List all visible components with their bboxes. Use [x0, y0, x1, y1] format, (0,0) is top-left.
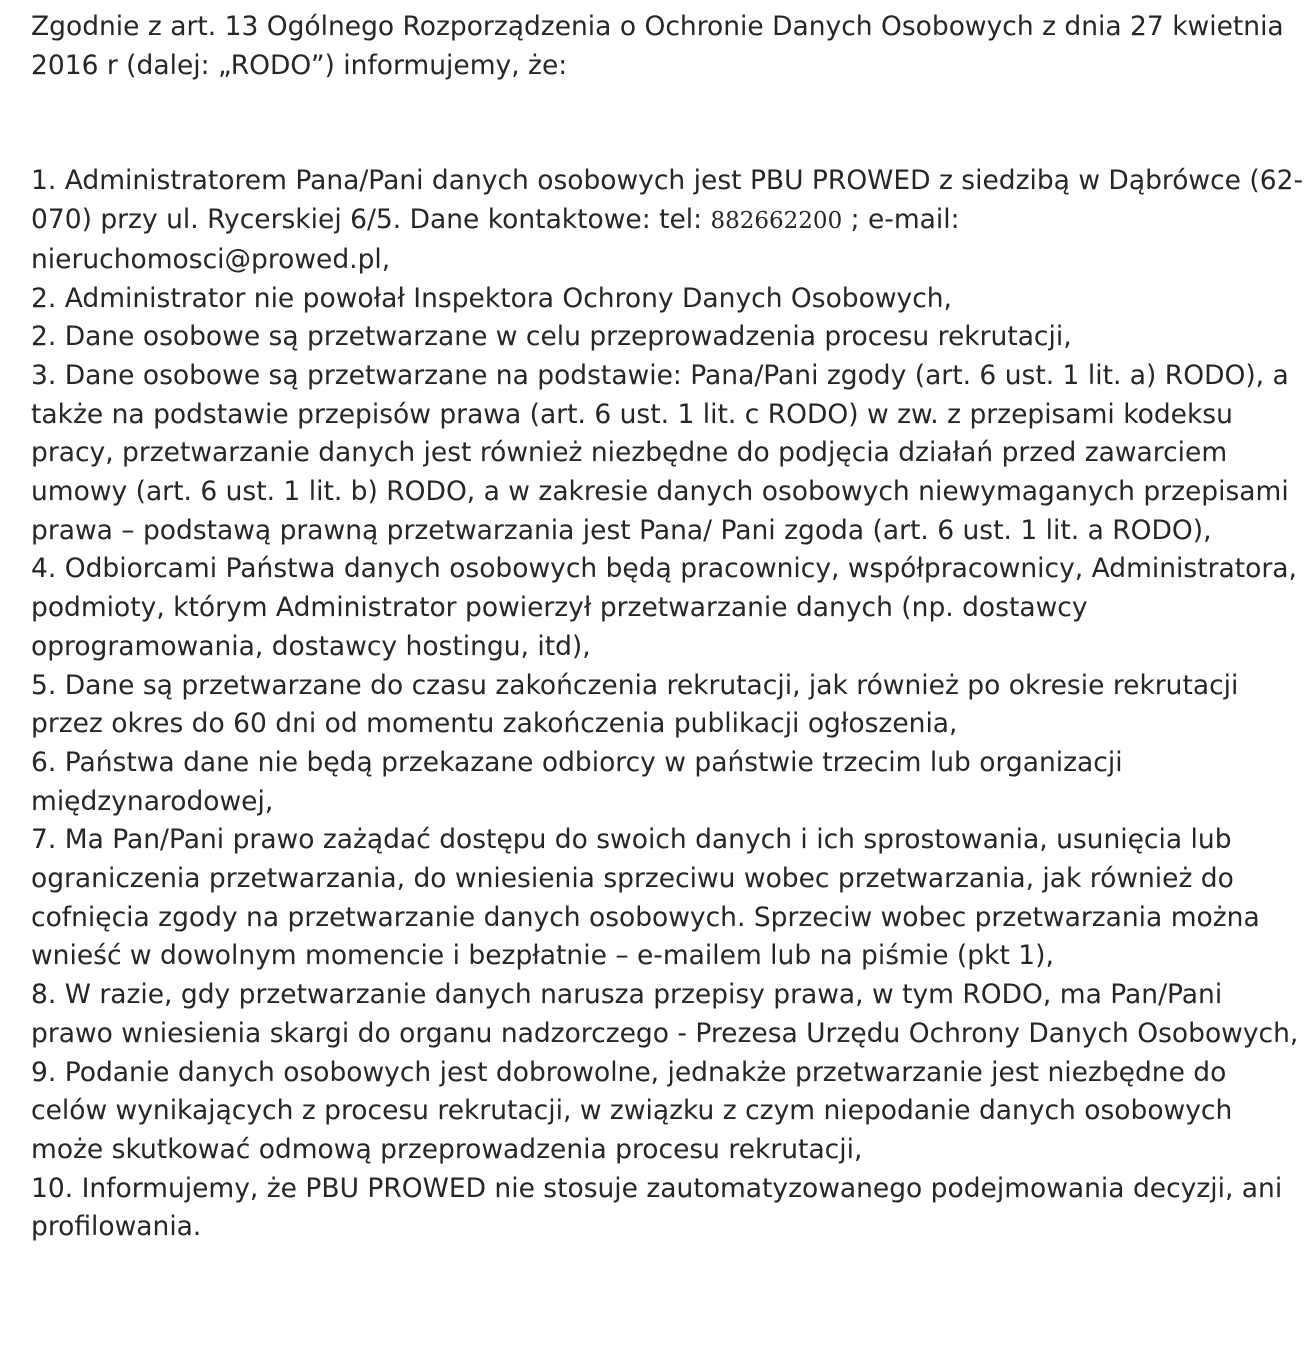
- email-link[interactable]: nieruchomosci@prowed.pl: [31, 243, 382, 275]
- item-5-retention: 5. Dane są przetwarzane do czasu zakończenia rekrutacji, jak również po okresie rekrutacji przez okres do 60 dni od momentu zakończenia publikacji ogłoszenia,: [31, 669, 1239, 740]
- item-6-transfer: 6. Państwa dane nie będą przekazane odbiorcy w państwie trzecim lub organizacji międzynarodowej,: [31, 746, 1123, 817]
- item-3-legal-basis: 3. Dane osobowe są przetwarzane na podstawie: Pana/Pani zgody (art. 6 ust. 1 lit. a) RODO), a także na podstawie przepisów prawa (art. 6 ust. 1 lit. c RODO) w zw. z przepisami kodeksu pracy, przetwarzanie danych jest również niezbędne do podjęcia działań przed zawarciem umowy (art. 6 ust. 1 lit. b) RODO, a w zakresie danych osobowych niewymaganych przepisami prawa – podstawą prawną przetwarzania jest Pana/ Pani zgoda (art. 6 ust. 1 lit. a RODO),: [31, 359, 1289, 546]
- item-1-email-label: ; e-mail:: [842, 204, 960, 236]
- item-2-inspector: 2. Administrator nie powołał Inspektora Ochrony Danych Osobowych,: [31, 282, 952, 314]
- intro-paragraph: Zgodnie z art. 13 Ogólnego Rozporządzenia o Ochronie Danych Osobowych z dnia 27 kwietnia 2016 r (dalej: „RODO”) informujemy, że:: [31, 11, 1284, 81]
- item-1-text: 1. Administratorem Pana/Pani danych osobowych jest PBU PROWED z siedzibą w Dąbrówce (62-070) przy ul. Rycerskiej 6/5. Dane kontaktowe: tel:: [31, 165, 1304, 236]
- phone-number: 882662200: [710, 208, 843, 235]
- item-7-rights: 7. Ma Pan/Pani prawo zażądać dostępu do swoich danych i ich sprostowania, usunięcia lub ograniczenia przetwarzania, do wniesienia sprzeciwu wobec przetwarzania, jak również do cofnięcia zgody na przetwarzanie danych osobowych. Sprzeciw wobec przetwarzania można wnieść w dowolnym momencie i bezpłatnie – e-mailem lub na piśmie (pkt 1),: [31, 824, 1260, 972]
- item-2-purpose: 2. Dane osobowe są przetwarzane w celu przeprowadzenia procesu rekrutacji,: [31, 321, 1072, 353]
- item-1-end: ,: [381, 243, 391, 275]
- gdpr-notice: [31, 8, 1306, 1247]
- item-9-voluntary: 9. Podanie danych osobowych jest dobrowolne, jednakże przetwarzanie jest niezbędne do celów wynikających z procesu rekrutacji, w związku z czym niepodanie danych osobowych może skutkować odmową przeprowadzenia procesu rekrutacji,: [31, 1056, 1233, 1165]
- item-10-profiling: 10. Informujemy, że PBU PROWED nie stosuje zautomatyzowanego podejmowania decyzji, ani profilowania.: [31, 1172, 1283, 1243]
- item-4-recipients: 4. Odbiorcami Państwa danych osobowych będą pracownicy, współpracownicy, Administratora, podmioty, którym Administrator powierzył przetwarzanie danych (np. dostawcy oprogramowania, dostawcy hostingu, itd),: [31, 553, 1297, 662]
- item-8-complaint: 8. W razie, gdy przetwarzanie danych narusza przepisy prawa, w tym RODO, ma Pan/Pani prawo wniesienia skargi do organu nadzorczego - Prezesa Urzędu Ochrony Danych Osobowych,: [31, 979, 1299, 1049]
- item-1-administrator: [31, 162, 1306, 279]
